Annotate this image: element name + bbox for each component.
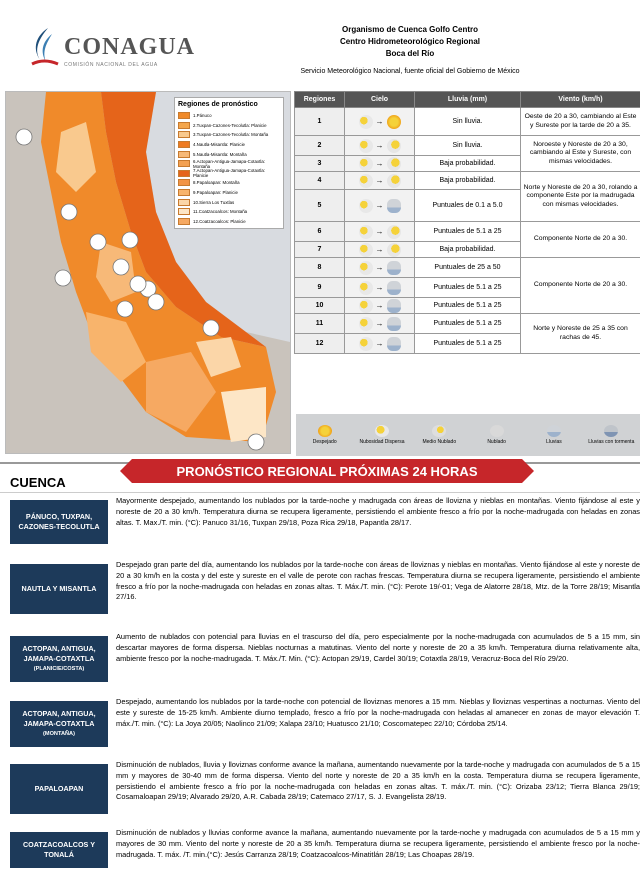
sky-legend-label: Nublado (487, 439, 506, 445)
legend-label: 12.Coatzacoalcos: Planicie (193, 218, 246, 224)
rain-icon (387, 261, 401, 275)
legend-item (178, 169, 280, 179)
sky-legend-label: Lluvias con tormenta (588, 439, 635, 445)
sky-cell (345, 278, 415, 298)
scattered-cloud-icon (375, 425, 389, 437)
legend-item (178, 159, 280, 169)
table-row (295, 222, 640, 242)
conagua-emblem-icon (28, 24, 62, 68)
partly-cloudy-icon (387, 157, 401, 171)
table-header-row (295, 92, 640, 108)
sky-cell (345, 156, 415, 172)
sky-legend-item (529, 425, 579, 445)
sky-cell (345, 190, 415, 222)
logo-subtitle: COMISIÓN NACIONAL DEL AGUA (64, 62, 158, 68)
partly-cloudy-icon (359, 317, 373, 331)
legend-swatch (178, 160, 190, 167)
legend-item (178, 207, 280, 217)
cuenca-column-title: CUENCA (10, 475, 66, 490)
legend-label: 1.Pánuco (193, 113, 212, 119)
legend-label: 4.Nautla-Misantla: Planicie (193, 142, 245, 148)
legend-label: 2.Tuxpan-Cazones-Tecolutla: Planicie (193, 122, 267, 128)
basin-name (10, 564, 108, 614)
basin-name-text: PAPALOAPAN (34, 784, 84, 793)
legend-swatch (178, 189, 190, 196)
legend-swatch (178, 131, 190, 138)
region-cell: 5 (295, 190, 345, 222)
storm-icon (604, 425, 618, 437)
sky-legend-item (357, 425, 407, 445)
basin-name (10, 764, 108, 814)
rain-cell: Sin lluvia. (415, 108, 521, 136)
wind-cell: Componente Norte de 20 a 30. (521, 258, 640, 314)
sun-icon (318, 425, 332, 437)
legend-label: 11.Coatzacoalcos: Montaña (193, 209, 248, 215)
wind-cell: Norte y Noreste de 20 a 30, rolando a componente Este por la madrugada con mismas velocidades. (521, 172, 640, 222)
table-row (295, 314, 640, 334)
table-row (295, 258, 640, 278)
rain-icon (387, 199, 401, 213)
legend-label: 3.Tuxpan-Cazones-Tecolutla: Montaña (193, 132, 269, 138)
legend-swatch (178, 141, 190, 148)
cloudy-icon (490, 425, 504, 437)
partly-cloudy-icon (387, 139, 401, 153)
center-name: Centro Hidrometeorológico Regional (339, 37, 480, 46)
arrow-icon: → (375, 319, 384, 328)
wind-cell: Noroeste y Noreste de 20 a 30, cambiando al Este y Sureste, con mismas velocidades. (521, 136, 640, 172)
sky-legend-item (472, 425, 522, 445)
legend-swatch (178, 112, 190, 119)
rain-icon (387, 281, 401, 295)
basin-name-text: PÁNUCO, TUXPAN, CAZONES-TECOLUTLA (18, 512, 100, 531)
legend-label: 6.Actopan-Antigua-Jamapa-Cotaxtla: Montaña (193, 158, 265, 169)
partly-cloudy-icon (387, 174, 401, 188)
arrow-icon: → (375, 176, 384, 185)
rain-cell: Puntuales de 25 a 50 (415, 258, 521, 278)
legend-swatch (178, 122, 190, 129)
regional-forecast-banner: PRONÓSTICO REGIONAL PRÓXIMAS 24 HORAS (132, 459, 522, 483)
header-regions: Regiones (295, 92, 345, 108)
sky-cell (345, 334, 415, 354)
sky-cell (345, 108, 415, 136)
region-cell: 11 (295, 314, 345, 334)
partly-cloudy-icon (359, 174, 373, 188)
sky-cell (345, 172, 415, 190)
sky-legend-label: Despejado (312, 439, 337, 445)
sky-cell (345, 258, 415, 278)
basin-subname: (PLANICIE/COSTA) (33, 666, 85, 672)
partly-cloudy-icon (359, 337, 373, 351)
legend-item (178, 178, 280, 188)
legend-swatch (178, 208, 190, 215)
region-cell: 9 (295, 278, 345, 298)
rain-cell: Puntuales de 5.1 a 25 (415, 334, 521, 354)
partly-cloudy-icon (387, 243, 401, 257)
partly-cloudy-icon (359, 157, 373, 171)
header-sky: Cielo (345, 92, 415, 108)
arrow-icon: → (375, 227, 384, 236)
basin-subname: (MONTAÑA) (43, 731, 75, 737)
region-cell: 10 (295, 298, 345, 314)
partly-cloudy-icon (359, 225, 373, 239)
basin-name (10, 500, 108, 544)
rain-icon (387, 299, 401, 313)
rain-cell: Baja probabilidad. (415, 172, 521, 190)
org-name: Organismo de Cuenca Golfo Centro (341, 25, 478, 34)
legend-item (178, 111, 280, 121)
arrow-icon: → (375, 159, 384, 168)
legend-swatch (178, 218, 190, 225)
forecast-regions-map (5, 91, 291, 454)
legend-item (178, 188, 280, 198)
partly-cloudy-icon (359, 299, 373, 313)
region-cell: 4 (295, 172, 345, 190)
legend-item (178, 149, 280, 159)
partly-cloudy-icon (359, 115, 373, 129)
legend-item (178, 217, 280, 227)
sky-legend-item (586, 425, 636, 445)
rain-icon (387, 337, 401, 351)
wind-cell: Norte y Noreste de 25 a 35 con rachas de 45. (521, 314, 640, 354)
legend-label: 8.Papaloapan: Montaña (193, 180, 240, 186)
legend-item (178, 197, 280, 207)
arrow-icon: → (375, 141, 384, 150)
legend-label: 9.Papaloapan: Planicie (193, 190, 238, 196)
rain-cell: Sin lluvia. (415, 136, 521, 156)
rain-cell: Puntuales de 0.1 a 5.0 (415, 190, 521, 222)
region-cell: 3 (295, 156, 345, 172)
rain-cell: Baja probabilidad. (415, 156, 521, 172)
rain-cell: Baja probabilidad. (415, 242, 521, 258)
partly-cloudy-icon (359, 261, 373, 275)
region-cell: 12 (295, 334, 345, 354)
basin-name (10, 636, 108, 682)
arrow-icon: → (375, 301, 384, 310)
map-legend-items (178, 111, 280, 226)
table-row (295, 108, 640, 136)
legend-swatch (178, 179, 190, 186)
basin-name (10, 701, 108, 747)
wind-cell: Oeste de 20 a 30, cambiando al Este y Sureste por la tarde de 20 a 35. (521, 108, 640, 136)
sky-cell (345, 222, 415, 242)
basin-forecast-text: Mayormente despejado, aumentando los nublados por la tarde-noche y madrugada con áreas de llovizna y nieblas en montañas. Viento fijándose al este y noreste de 20 a 30 km/h. Temperatura diurna se recupera ligeramente, persistiendo el ambiente fresco a frío por la noche-madrugada con heladas en zonas altas. T. Max./T. min. (°C): Panuco 31/16, Tuxpan 29/18, Poza Rica 29/18, Papantla 28/17. (116, 496, 640, 527)
legend-label: 7.Actopan-Antigua-Jamapa-Cotaxtla: Planicie (193, 168, 265, 179)
forecast-table-body (295, 108, 640, 354)
legend-item (178, 130, 280, 140)
partly-cloudy-icon (387, 225, 401, 239)
basin-forecast-text: Despejado, aumentando los nublados por la tarde-noche con potencial de lloviznas menores a 15 mm. Nieblas y lloviznas vespertinas a nocturnas. Viento del este y sureste de 15-25 km/h. Ambiente diurno templado, fresco a frío por la noche-madrugada con heladas al amanecer en zonas de mayor elevación T. máx./T. min. (°C): La Joya 20/05; Naolinco 21/09; Xalapa 23/10; Huatusco 21/10; Coscomatepec 22/10; Córdoba 25/14. (116, 697, 640, 728)
header-rain: Lluvia (mm) (415, 92, 521, 108)
sky-cell (345, 298, 415, 314)
forecast-table (294, 91, 640, 354)
sun-icon (387, 115, 401, 129)
basin-forecast-text: Despejado gran parte del día, aumentando los nublados por la tarde-noche con áreas de lloviznas y nieblas en montañas. Viento fijándose al este y noreste de 20 a 30 km/h en la costa y del este y sureste en el valle de perote con rachas frescas. Temperatura diurna se recupera ligeramente, persistiendo el ambiente fresco a frío por la noche-madrugada con heladas en zonas altas. T. Máx./T. min. (°C): Perote 19/-01; Vega de Alatorre 28/18, Mtz. de la Torre 28/19; Misantla 27/16. (116, 560, 640, 602)
legend-swatch (178, 151, 190, 158)
partly-cloudy-icon (359, 243, 373, 257)
arrow-icon: → (375, 339, 384, 348)
basin-forecast-text: Disminución de nublados, lluvia y lloviznas conforme avance la mañana, aumentando nuevamente por la tarde-noche y madrugada con acumulados de 5 a 15 mm y mayores de 30-40 mm de forma dispersa. Viento del norte y noreste de 20 a 35 km/h en la costa. Temperatura diurna se recupera ligeramente, persistiendo el ambiente fresco a frío por la noche-madrugada con heladas en zonas altas. T. máx./T. min. (°C): Orizaba 23/12; Tierra Blanca 29/19; Cosamaloapan 29/19; Alvarado 29/20, A.R. Cabada 28/19; Catemaco 27/17, S. J. Evangelista 28/19. (116, 760, 640, 802)
basin-name-text: ACTOPAN, ANTIGUA, JAMAPA-COTAXTLA (22, 644, 96, 663)
arrow-icon: → (375, 245, 384, 254)
basin-forecast-text: Disminución de nublados y lluvias conforme avance la mañana, aumentando nuevamente por la tarde-noche y madrugada con acumulados de 5 a 15 mm y mayores de 30 mm. Viento del norte y noreste de 20 a 35 km/h. Temperatura diurna se recupera ligeramente, persistiendo el ambiente fresco por la noche-madrugada. T. máx. /T. min.(°C): Jesús Carranza 28/19; Coatzacoalcos-Minatitlán 28/19; Las Choapas 28/19. (116, 828, 640, 859)
legend-item (178, 121, 280, 131)
basin-name-text: ACTOPAN, ANTIGUA, JAMAPA-COTAXTLA (22, 709, 96, 728)
table-row (295, 136, 640, 156)
legend-label: 5.Nautla-Misantla: Montaña (193, 151, 247, 157)
legend-label: 10.Sierra Los Tuxtlas (193, 199, 235, 205)
rain-cell: Puntuales de 5.1 a 25 (415, 314, 521, 334)
rain-icon (547, 425, 561, 437)
sky-legend-item (300, 425, 350, 445)
arrow-icon: → (375, 117, 384, 126)
wind-cell: Componente Norte de 20 a 30. (521, 222, 640, 258)
partly-cloudy-icon (359, 281, 373, 295)
logo-wordmark: CONAGUA (64, 34, 195, 60)
sky-cell (345, 242, 415, 258)
table-row (295, 172, 640, 190)
arrow-icon: → (375, 263, 384, 272)
partly-cloudy-icon (359, 199, 373, 213)
partly-cloudy-icon (432, 425, 446, 437)
rain-cell: Puntuales de 5.1 a 25 (415, 222, 521, 242)
region-cell: 6 (295, 222, 345, 242)
rain-icon (387, 317, 401, 331)
sky-cell (345, 136, 415, 156)
header (0, 0, 640, 90)
location-name: Boca del Río (385, 49, 435, 58)
legend-item (178, 140, 280, 150)
arrow-icon: → (375, 283, 384, 292)
sky-legend-item (414, 425, 464, 445)
basin-name (10, 832, 108, 868)
basin-name-text: COATZACOALCOS Y TONALÁ (22, 840, 95, 859)
sky-legend-label: Medio Nublado (422, 439, 457, 445)
map-legend-title: Regiones de pronóstico (178, 101, 258, 108)
region-cell: 8 (295, 258, 345, 278)
sky-legend (296, 414, 640, 456)
conagua-logo (28, 22, 195, 72)
rain-cell: Puntuales de 5.1 a 25 (415, 298, 521, 314)
region-cell: 2 (295, 136, 345, 156)
basin-forecast-text: Aumento de nublados con potencial para lluvias en el trascurso del día, pero especialmente por la noche-madrugada con acumulados de 5 a 15 mm, sin descartar mayores de forma dispersa. Nieblas nocturnas a matutinas. Viento del norte y noreste de 20 a 35 km/h. Temperatura diurna relativamente alta, ambiente fresco por la noche-madrugada. T. Máx./T. Min. (°C): Actopan 29/19, Cardel 30/19; Cotaxtla 28/19, Veracruz-Boca del Río 29/20. (116, 632, 640, 663)
rain-cell: Puntuales de 5.1 a 25 (415, 278, 521, 298)
sky-cell (345, 314, 415, 334)
partly-cloudy-icon (359, 139, 373, 153)
sky-legend-label: Nubosidad Dispersa (359, 439, 405, 445)
sky-legend-label: Lluvias (546, 439, 562, 445)
section-rule (0, 492, 640, 493)
arrow-icon: → (375, 201, 384, 210)
service-note: Servicio Meteorológico Nacional, fuente oficial del Gobierno de México (300, 68, 520, 75)
map-legend (174, 97, 284, 229)
legend-swatch (178, 170, 190, 177)
header-wind: Viento (km/h) (521, 92, 640, 108)
region-cell: 7 (295, 242, 345, 258)
basin-name-text: NAUTLA Y MISANTLA (21, 584, 97, 593)
header-text (190, 24, 630, 78)
legend-swatch (178, 199, 190, 206)
region-cell: 1 (295, 108, 345, 136)
